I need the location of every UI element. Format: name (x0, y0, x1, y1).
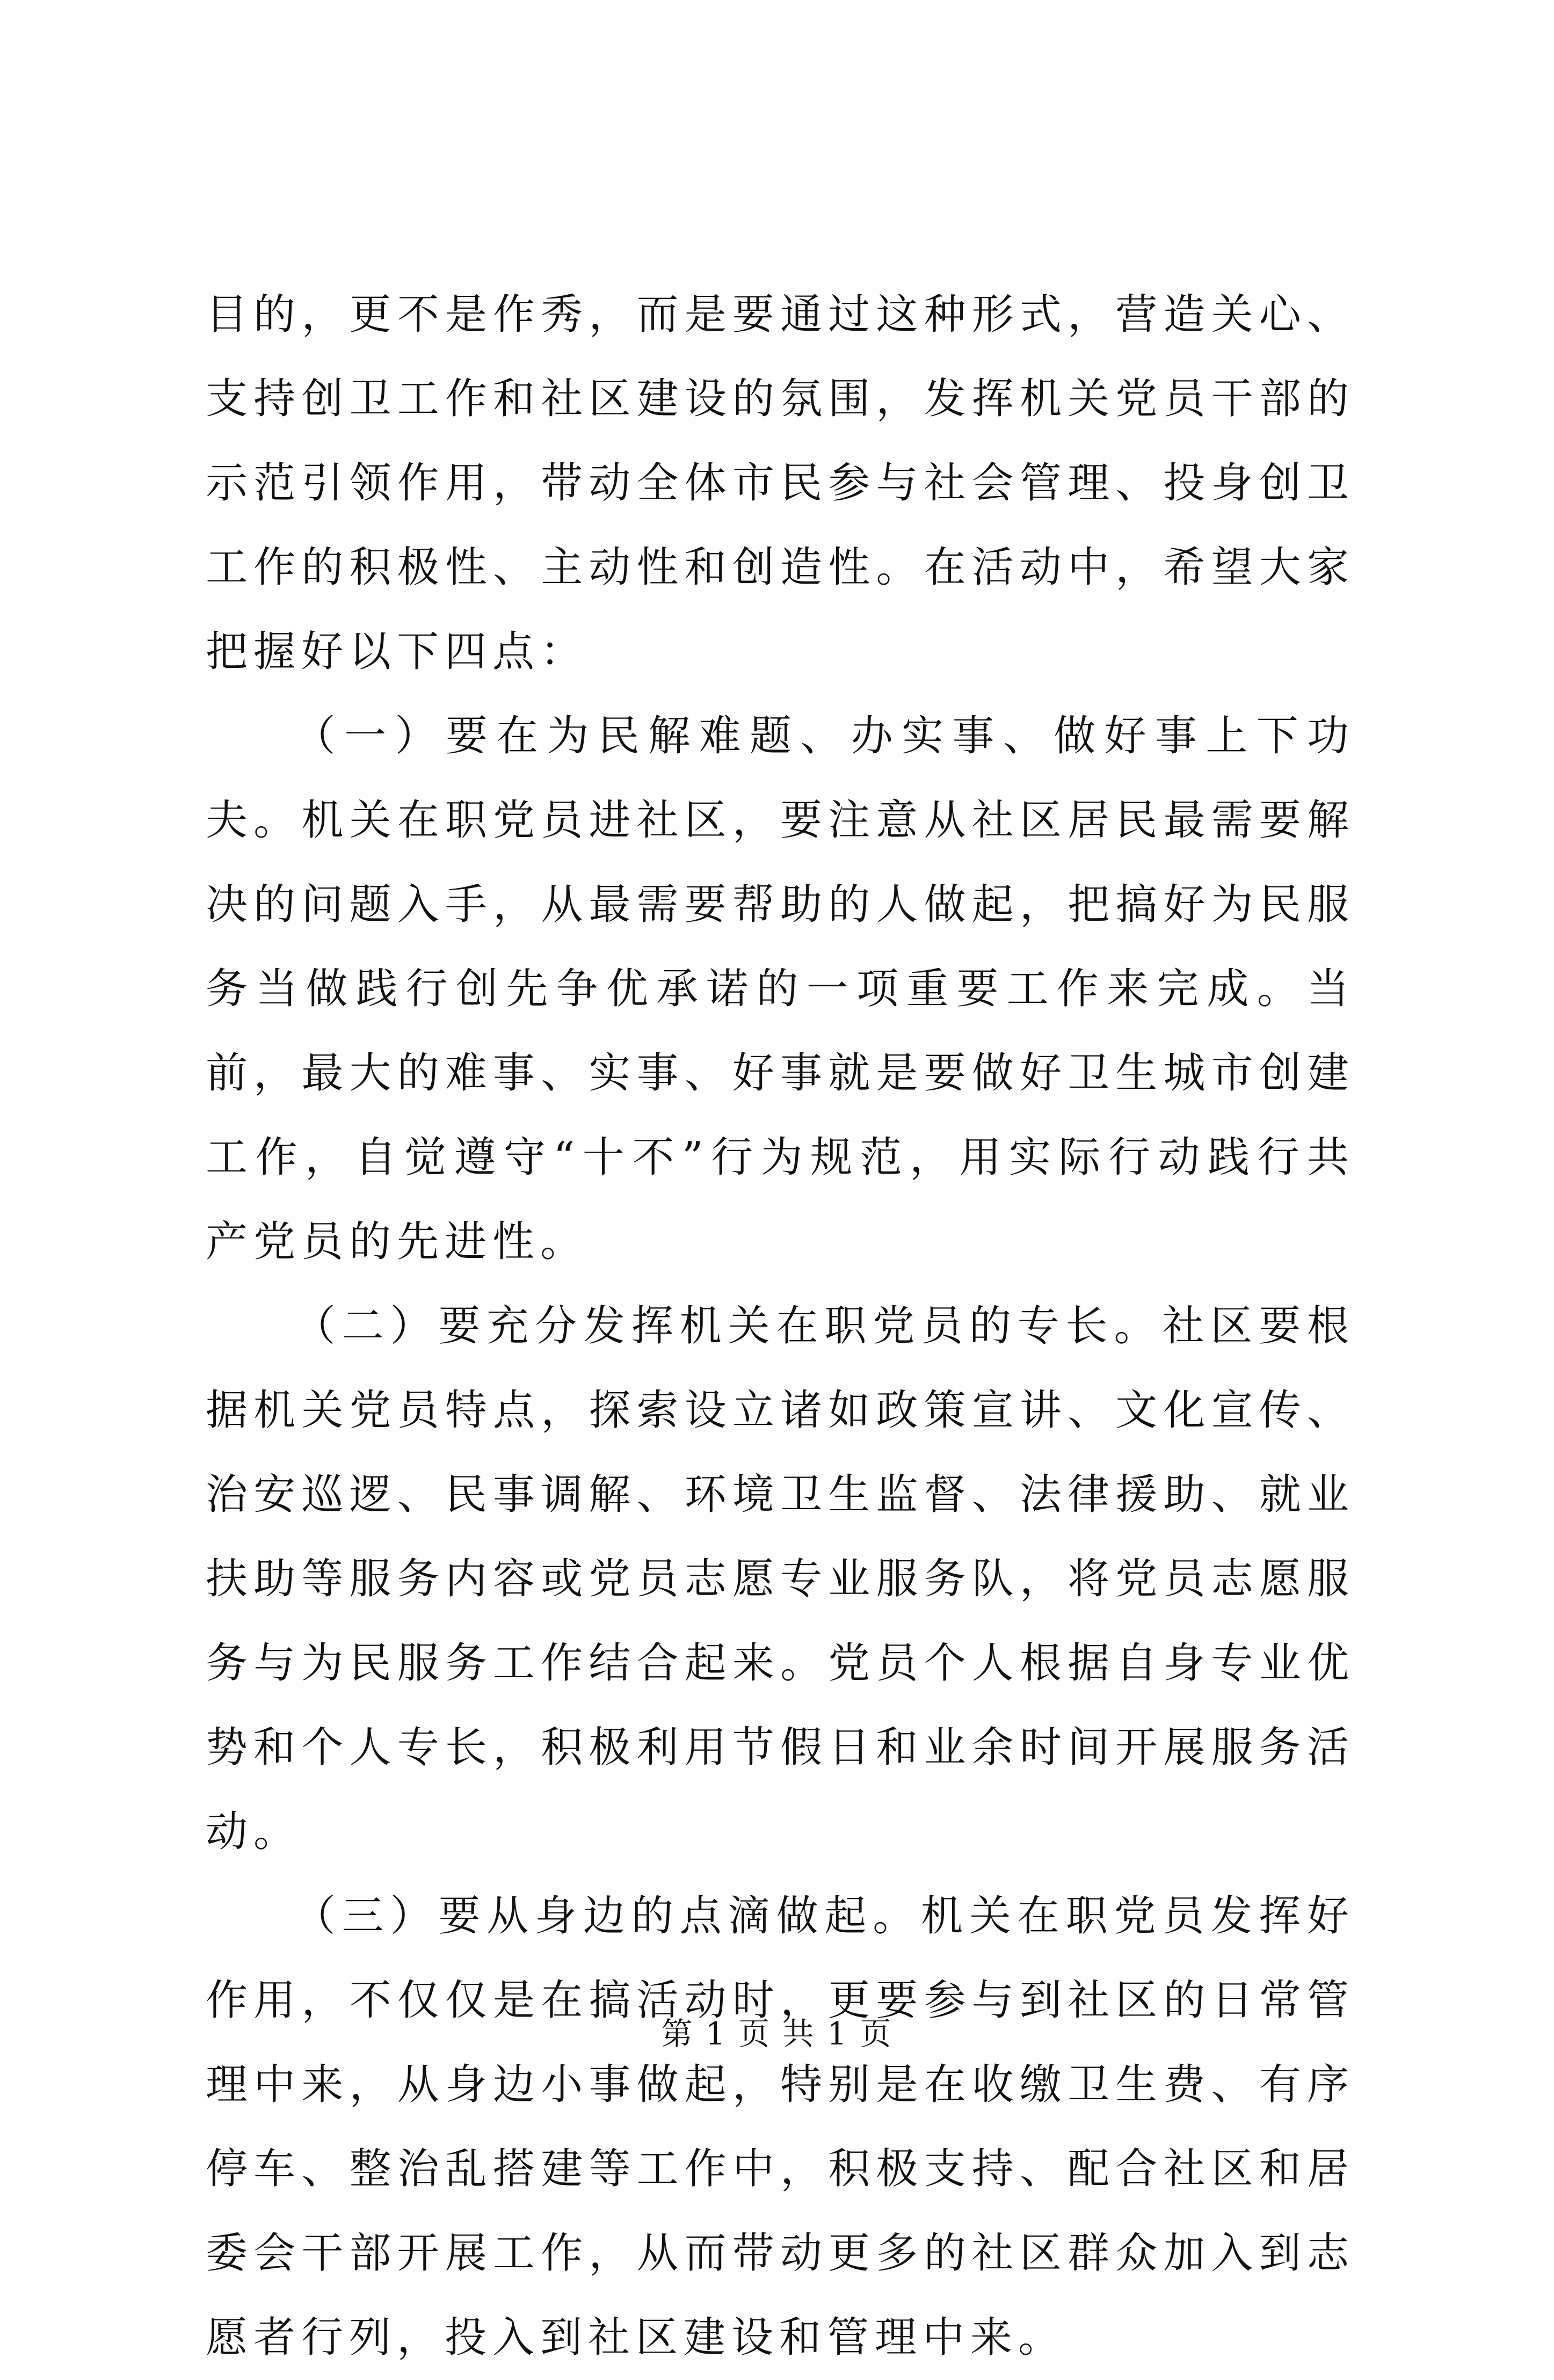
page-number-footer: 第 1 页 共 1 页 (661, 2015, 893, 2052)
document-body (206, 273, 1355, 2380)
paragraph-point-three: （三）要从身边的点滴做起。机关在职党员发挥好作用，不仅仅是在搞活动时，更要参与到社区的日常管理中来，从身边小事做起，特别是在收缴卫生费、有序停车、整治乱搭建等工作中，积极支持、配合社区和居委会干部开展工作，从而带动更多的社区群众加入到志愿者行列，投入到社区建设和管理中来。 (206, 1892, 1355, 2362)
paragraph-point-one: （一）要在为民解难题、办实事、做好事上下功夫。机关在职党员进社区，要注意从社区居民最需要解决的问题入手，从最需要帮助的人做起，把搞好为民服务当做践行创先争优承诺的一项重要工作来完成。当前，最大的难事、实事、好事就是要做好卫生城市创建工作，自觉遵守“十不”行为规范，用实际行动践行共产党员的先进性。 (206, 712, 1355, 1266)
paragraph-point-two: （二）要充分发挥机关在职党员的专长。社区要根据机关党员特点，探索设立诸如政策宣讲、文化宣传、治安巡逻、民事调解、环境卫生监督、法律援助、就业扶助等服务内容或党员志愿专业服务队，将党员志愿服务与为民服务工作结合起来。党员个人根据自身专业优势和个人专长，积极利用节假日和业余时间开展服务活动。 (206, 1302, 1355, 1856)
paragraph-continuation: 目的，更不是作秀，而是要通过这种形式，营造关心、支持创卫工作和社区建设的氛围，发挥机关党员干部的示范引领作用，带动全体市民参与社会管理、投身创卫工作的积极性、主动性和创造性。在活动中，希望大家把握好以下四点： (206, 290, 1355, 676)
